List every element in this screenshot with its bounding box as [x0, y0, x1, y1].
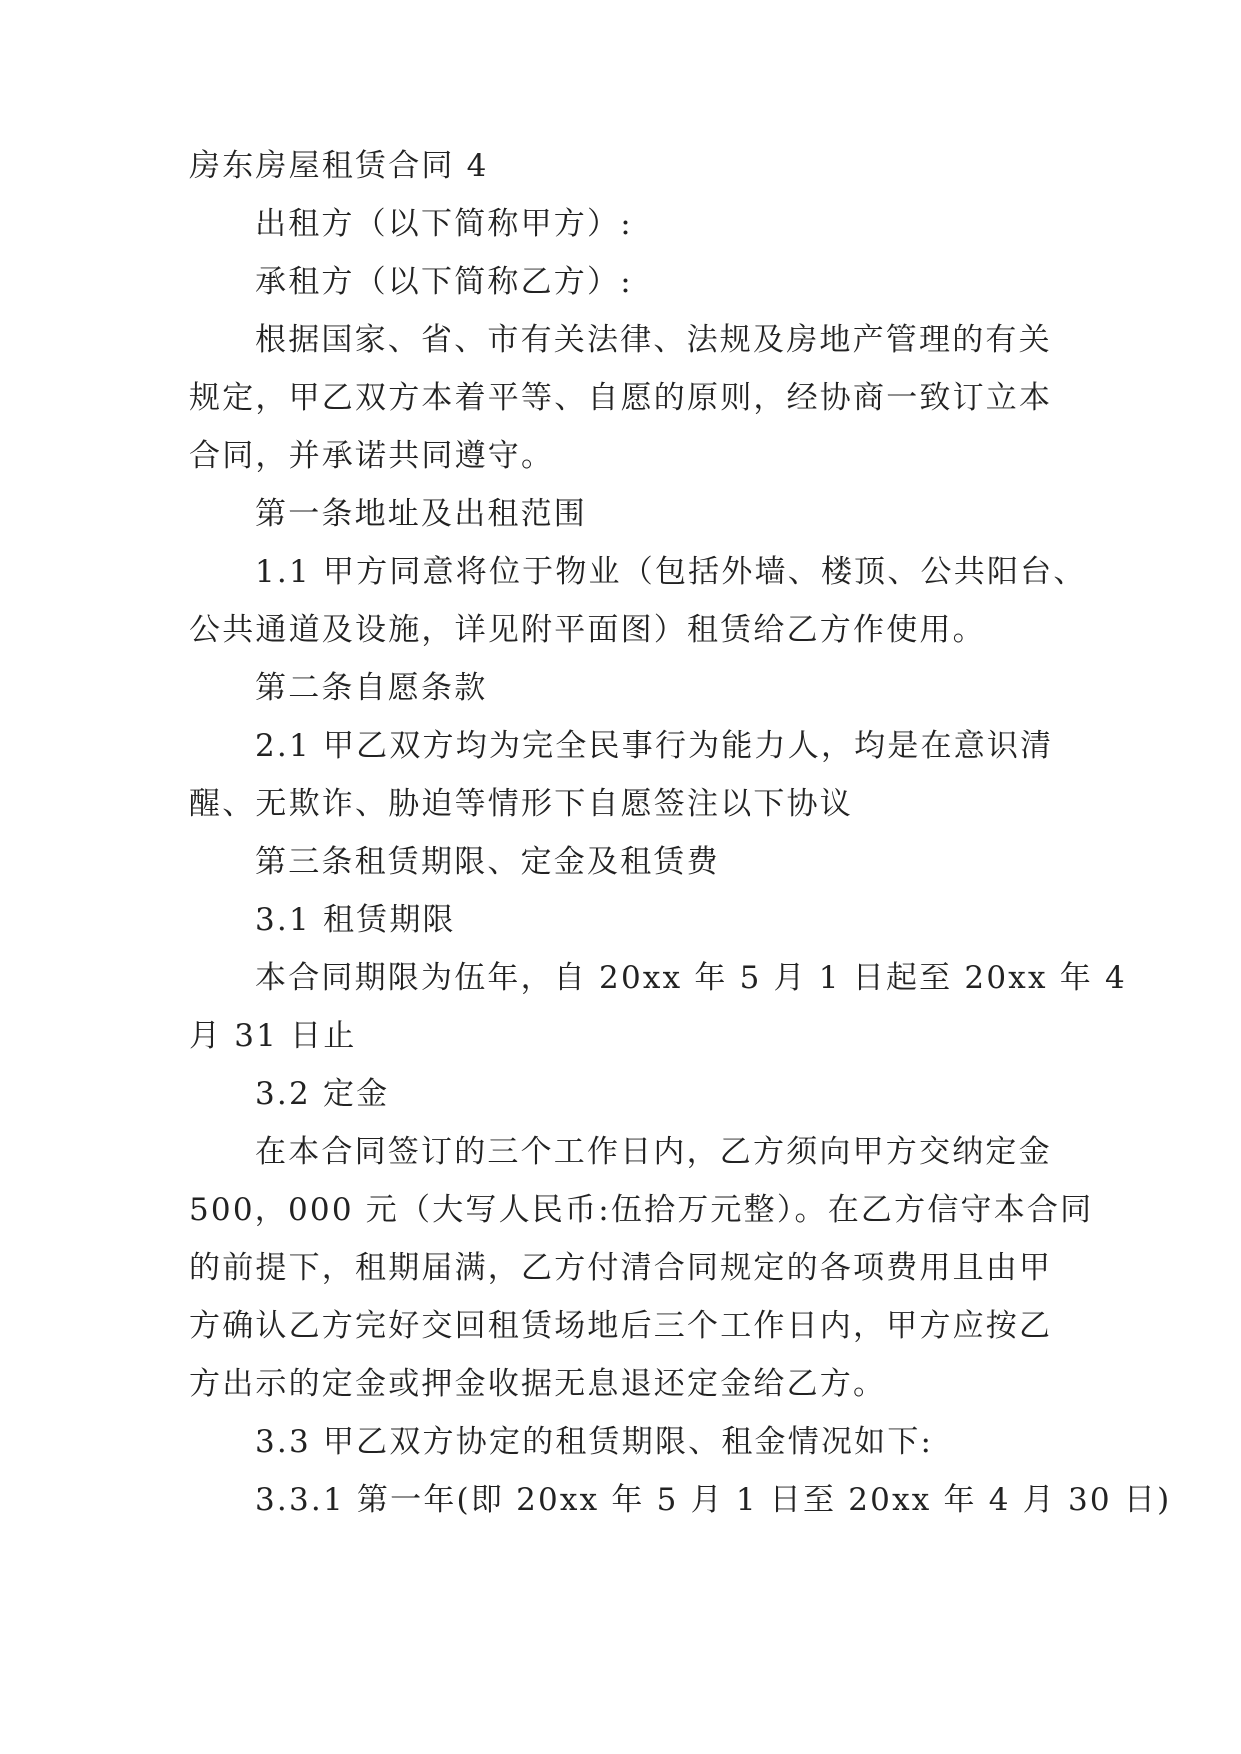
paragraph-line: 1.1 甲方同意将位于物业（包括外墙、楼顶、公共阳台、: [255, 554, 1087, 590]
article-heading: 第二条自愿条款: [255, 670, 488, 706]
article-heading: 第三条租赁期限、定金及租赁费: [255, 844, 720, 880]
subsection-heading: 3.1 租赁期限: [255, 902, 456, 938]
paragraph-line: 公共通道及设施，详见附平面图）租赁给乙方作使用。: [189, 612, 986, 648]
article-heading: 第一条地址及出租范围: [255, 496, 587, 532]
document-title: 房东房屋租赁合同 4: [189, 148, 489, 184]
paragraph-line: 月 31 日止: [189, 1018, 357, 1054]
paragraph-line: 500，000 元（大写人民币:伍拾万元整）。在乙方信守本合同: [189, 1192, 1094, 1228]
paragraph-line: 2.1 甲乙双方均为完全民事行为能力人，均是在意识清: [255, 728, 1054, 764]
paragraph-line: 本合同期限为伍年，自 20xx 年 5 月 1 日起至 20xx 年 4: [255, 960, 1127, 996]
paragraph-line: 方出示的定金或押金收据无息退还定金给乙方。: [189, 1366, 887, 1402]
paragraph-line: 的前提下，租期届满，乙方付清合同规定的各项费用且由甲: [189, 1250, 1053, 1286]
paragraph-line: 根据国家、省、市有关法律、法规及房地产管理的有关: [255, 322, 1052, 358]
paragraph-line: 在本合同签订的三个工作日内，乙方须向甲方交纳定金: [255, 1134, 1052, 1170]
lessee-line: 承租方（以下简称乙方）:: [255, 264, 633, 300]
paragraph-line: 方确认乙方完好交回租赁场地后三个工作日内，甲方应按乙: [189, 1308, 1053, 1344]
document-body: [189, 137, 1172, 1529]
paragraph-line: 醒、无欺诈、胁迫等情形下自愿签注以下协议: [189, 786, 853, 822]
paragraph-line: 合同，并承诺共同遵守。: [189, 438, 555, 474]
subsection-heading: 3.2 定金: [255, 1076, 390, 1112]
lessor-line: 出租方（以下简称甲方）:: [255, 206, 633, 242]
paragraph-line: 规定，甲乙双方本着平等、自愿的原则，经协商一致订立本: [189, 380, 1053, 416]
paragraph-line: 3.3.1 第一年(即 20xx 年 5 月 1 日至 20xx 年 4 月 30 日): [255, 1482, 1172, 1518]
subsection-heading: 3.3 甲乙双方协定的租赁期限、租金情况如下:: [255, 1424, 934, 1460]
